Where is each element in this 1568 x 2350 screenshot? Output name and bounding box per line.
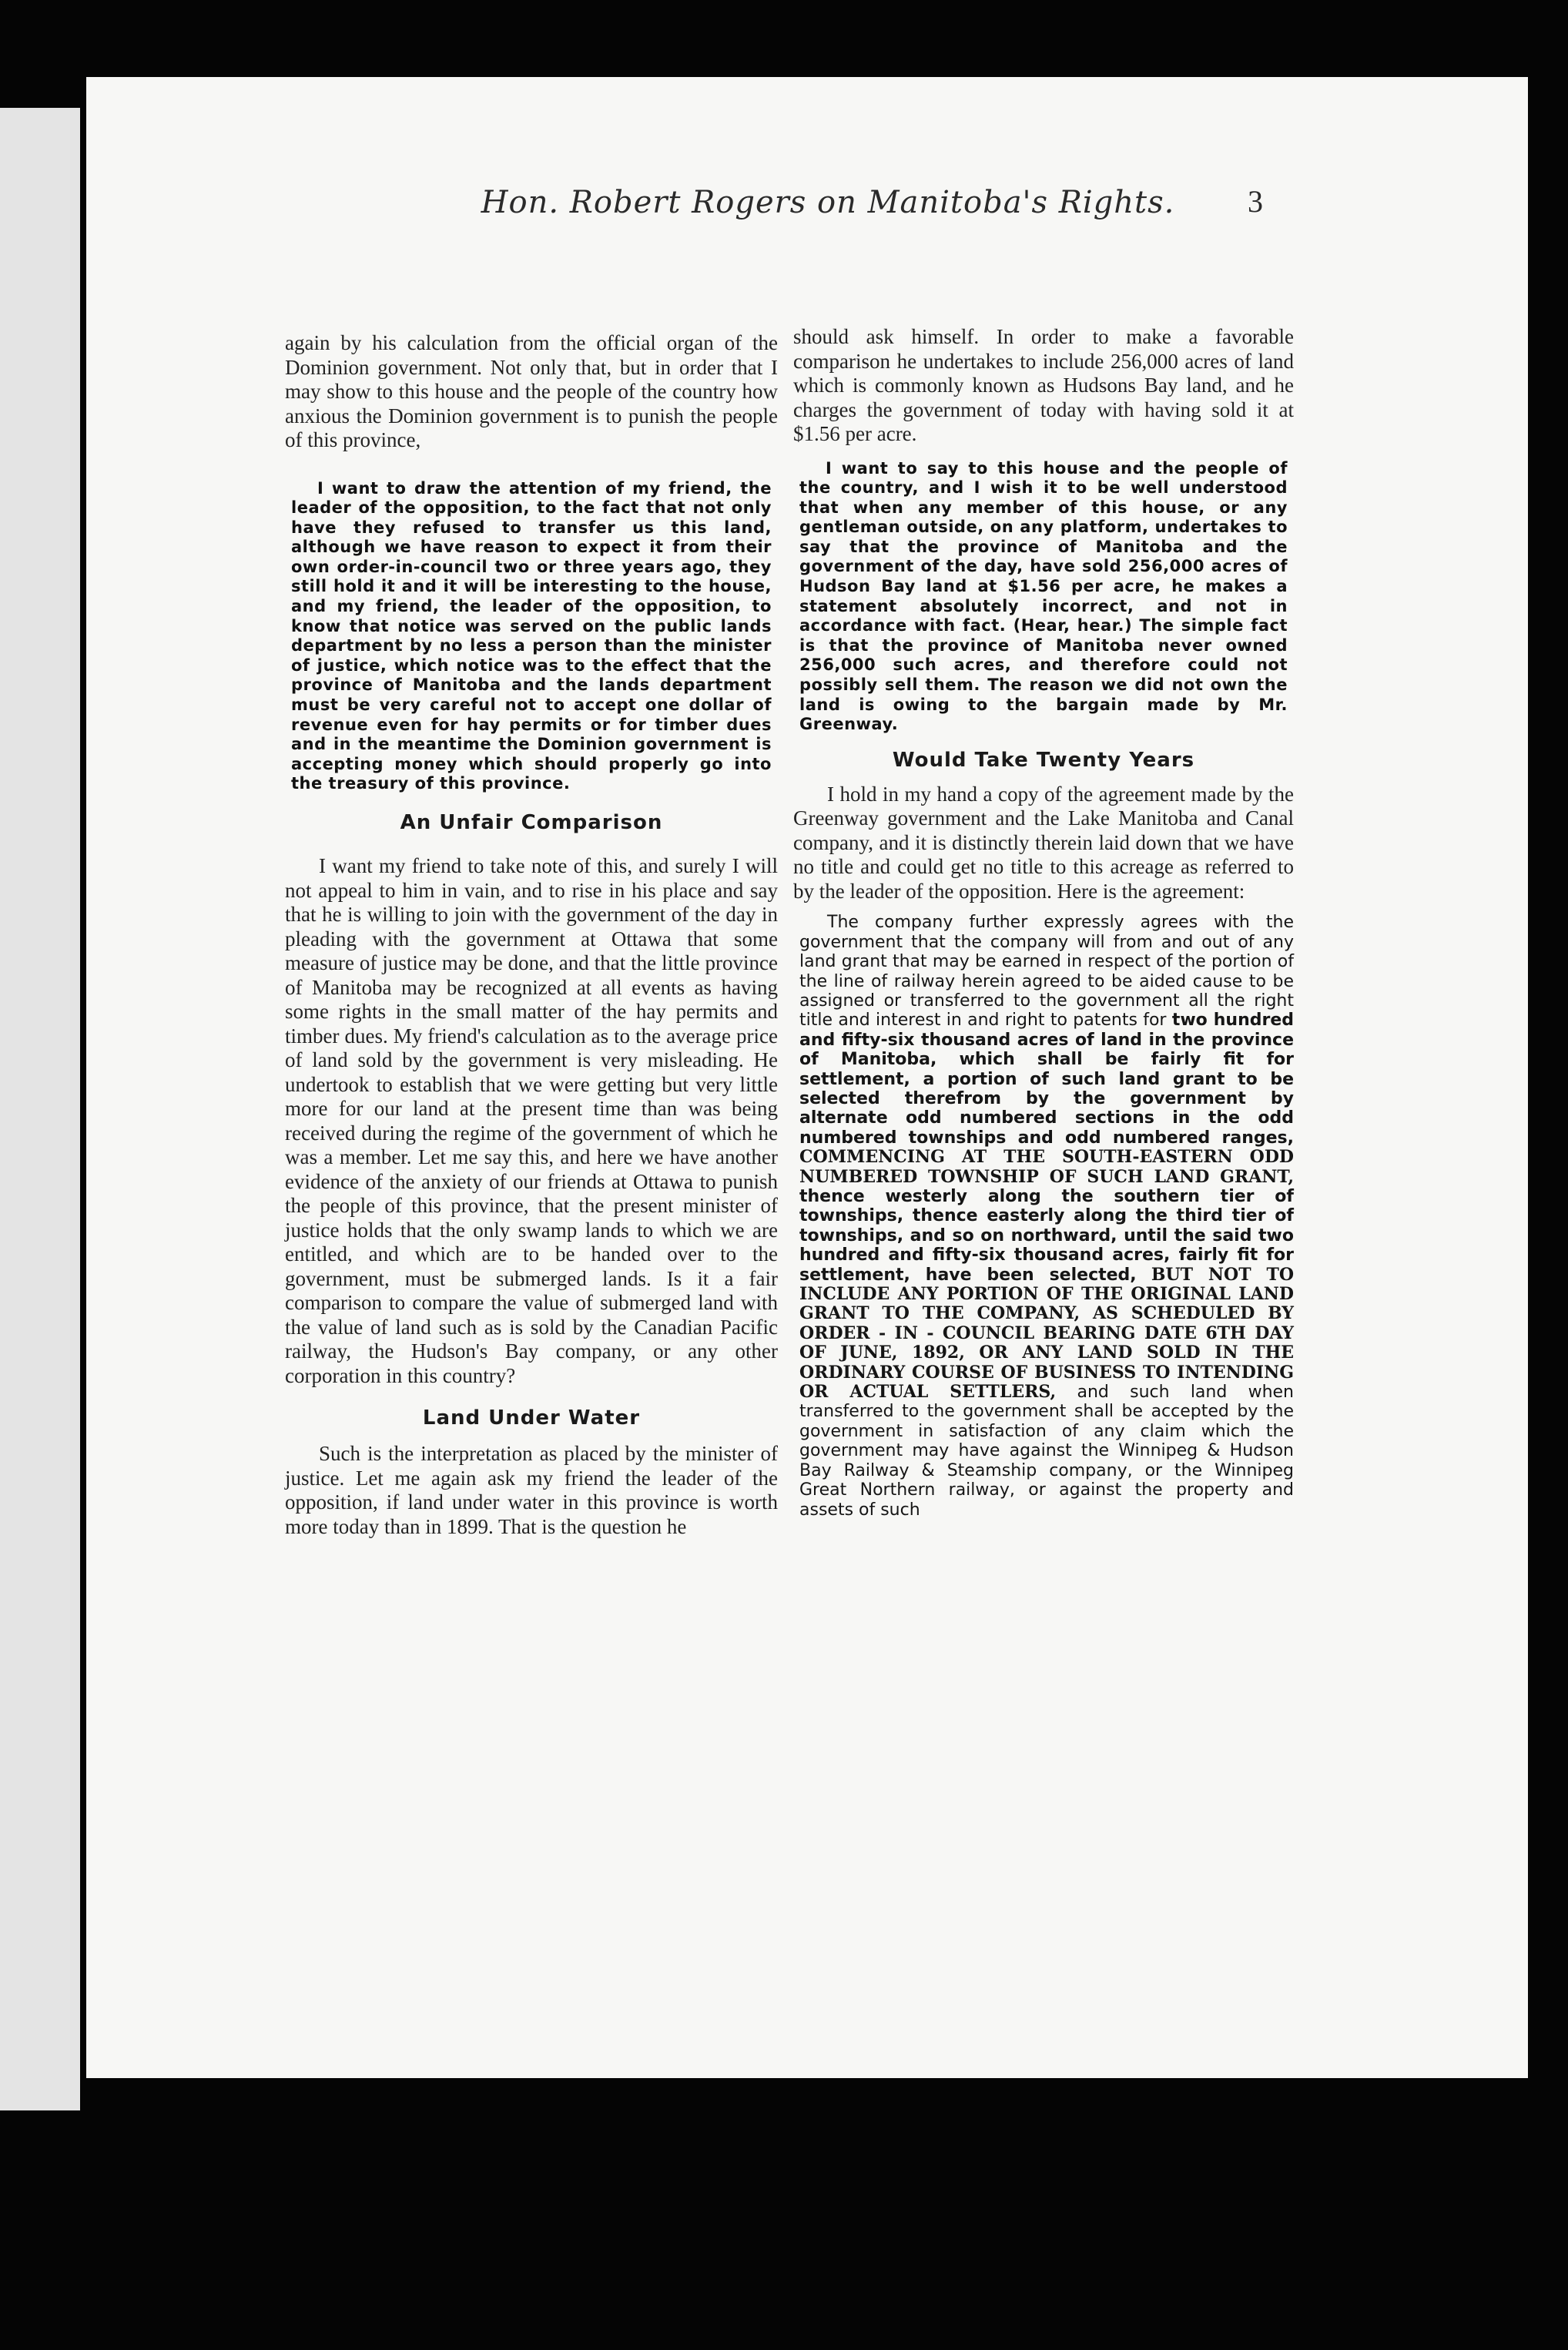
section-heading: An Unfair Comparison [400,811,663,834]
agreement-quotation [793,913,1294,1520]
agreement-text: The company further expressly agrees with the government that the company will from and out of any land grant that may be earned in respect of the portion of the line of railway herein agreed to be aided cause to be assigned or transferred to the government all the right title and interest in and right to patents for [799,913,1294,1031]
bold-quotation: I want to draw the attention of my friend, the leader of the opposition, to the fact that not only have they refused to transfer us this land, although we have reason to expect it from their own order-in-council two or three years ago, they still hold it and it will be interesting to the house, and my friend, the leader of the opposition, to know that notice was served on the public lands department by no less a person than the minister of justice, which notice was to the effect that the province of Manitoba and the lands department must be very careful not to accept one dollar of revenue even for hay permits or for timber dues and in the meantime the Dominion government is accepting money which should properly go into the treasury of this province. [291,478,772,793]
right-column [793,325,1294,1520]
agreement-text: and such land when transferred to the government shall be accepted by the government in satisfaction of any claim which the government may have against the Winnipeg & Hudson Bay Railway & Steamship company, or the Winnipeg Great Northern railway, or against the property and assets of such [799,1383,1294,1520]
paragraph: I hold in my hand a copy of the agreement made by the Greenway government and the Lake Manitoba and Canal company, and it is distinctly therein laid down that we have no title and could get no title to this acreage as referred to by the leader of the opposition. Here is the agreement: [793,782,1294,903]
agreement-bold-text: two hundred and fifty-six thousand acres of land in the province of Manitoba, which shall be fairly fit for settlement, a portion of such land grant to be selected therefrom by the government by alternate odd numbered sections in the odd numbered townships and odd numbered ranges, [799,1011,1295,1148]
paragraph: Such is the interpretation as placed by the minister of justice. Let me again ask my friend the leader of the opposition, if land under water in this province is worth more today than in 1899. That is the question he [285,1442,778,1538]
agreement-bold-text: thence westerly along the southern tier of townships, thence easterly along the third tier of townships, and so on northward, until the said two hundred and fifty-six thousand acres, fairly fit for settlement, have been selected, [799,1187,1294,1285]
section-heading: Would Take Twenty Years [892,748,1195,772]
agreement-caps-text: BUT NOT TO INCLUDE ANY PORTION OF THE ORIGINAL LAND GRANT TO THE COMPANY, AS SCHEDULED BY ORDER - IN - COUNCIL BEARING DATE 6TH DAY OF JUNE, 1892, OR ANY LAND SOLD IN THE ORDINARY COURSE OF BUSINESS TO INTENDING OR ACTUAL SETTLERS, [799,1264,1295,1403]
paragraph: I want my friend to take note of this, and surely I will not appeal to him in vain, and to rise in his place and say that he is willing to join with the government of the day in pleading with the government at Ottawa that some measure of justice may be done, and that the little province of Manitoba may be recognized at all events as having some rights in the small matter of the hay permits and timber dues. My friend's calculation as to the average price of land sold by the government is very misleading. He undertook to establish that we were getting but very little more for our land at the present time than was being received during the regime of the government of which he was a member. Let me say this, and here we have another evidence of the anxiety of our friends at Ottawa to punish the people of this province, that the present minister of justice holds that the only swamp lands to which we are entitled, and which are to be handed over to the government, must be submerged lands. Is it a fair comparison to compare the value of submerged land with the value of land such as is sold by the Canadian Pacific railway, the Hudson's Bay company, or any other corporation in this country? [285,854,778,1387]
running-head: Hon. Robert Rogers on Manitoba's Rights. [481,185,1175,220]
bold-quotation: I want to say to this house and the people of the country, and I wish it to be well understood that when any member of this house, or any gentleman outside, on any platform, undertakes to say that the province of Manitoba and the government of the day, have sold 256,000 acres of Hudson Bay land at $1.56 per acre, he makes a statement absolutely incorrect, and not in accordance with fact. (Hear, hear.) The simple fact is that the province of Manitoba never owned 256,000 such acres, and therefore could not possibly sell them. The reason we did not own the land is owing to the bargain made by Mr. Greenway. [799,458,1288,734]
paragraph: again by his calculation from the official organ of the Dominion government. Not only that, but in order that I may show to this house and the people of the country how anxious the Dominion government is to punish the people of this province, [285,331,778,451]
paragraph: should ask himself. In order to make a favorable comparison he undertakes to include 256,000 acres of land which is commonly known as Hudsons Bay land, and he charges the government of today with having sold it at $1.56 per acre. [793,325,1294,445]
previous-page-edge [0,108,80,2110]
left-column [285,331,778,1539]
agreement-caps-text: COMMENCING AT THE SOUTH-EASTERN ODD NUMBERED TOWNSHIP OF SUCH LAND GRANT, [799,1147,1294,1187]
page-number: 3 [1248,184,1263,219]
section-heading: Land Under Water [422,1406,641,1430]
